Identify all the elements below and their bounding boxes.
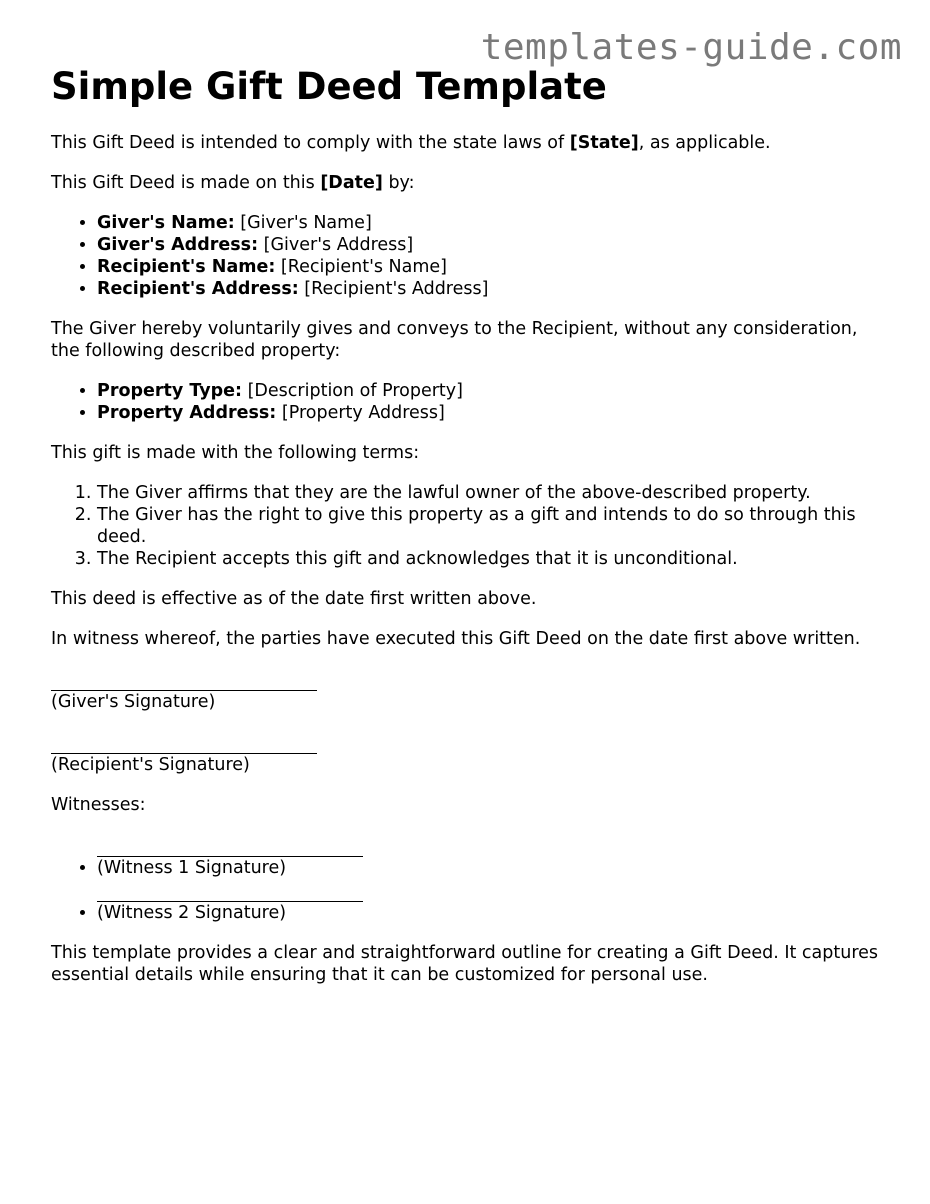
list-item (97, 834, 891, 879)
list-item: 3. The Recipient accepts this gift and acknowledges that it is unconditional. (97, 548, 891, 570)
state-text-prefix: This Gift Deed is intended to comply with the state laws of (51, 133, 570, 153)
recipient-signature-block (51, 731, 891, 776)
watermark: templates-guide.com (480, 27, 902, 68)
list-item (97, 212, 891, 234)
list-item (97, 256, 891, 278)
terms-intro: This gift is made with the following terms: (51, 443, 420, 463)
witness-clause: In witness whereof, the parties have executed this Gift Deed on the date first above written. (51, 629, 861, 649)
field-label: Property Address: (97, 403, 277, 423)
field-label: Recipient's Address: (97, 279, 299, 299)
state-paragraph (51, 132, 891, 154)
field-value: [Description of Property] (242, 381, 463, 401)
state-text-suffix: , as applicable. (638, 133, 771, 153)
field-value: [Giver's Address] (258, 235, 414, 255)
field-label: Giver's Name: (97, 213, 235, 233)
date-text-prefix: This Gift Deed is made on this (51, 173, 321, 193)
state-placeholder: [State] (569, 133, 639, 153)
field-label: Giver's Address: (97, 235, 259, 255)
field-label: Property Type: (97, 381, 243, 401)
recipient-signature-label: (Recipient's Signature) (51, 755, 250, 775)
signature-line[interactable] (97, 834, 363, 857)
list-item: 2. The Giver has the right to give this property as a gift and intends to do so through this deed. (97, 504, 891, 548)
signature-line[interactable] (51, 668, 317, 691)
field-value: [Recipient's Name] (275, 257, 448, 277)
parties-list (51, 212, 891, 300)
date-text-suffix: by: (382, 173, 415, 193)
field-label: Recipient's Name: (97, 257, 276, 277)
field-value: [Property Address] (276, 403, 445, 423)
witnesses-label: Witnesses: (51, 795, 146, 815)
list-item (97, 234, 891, 256)
witnesses-list (51, 834, 891, 924)
date-paragraph (51, 172, 891, 194)
giver-signature-label: (Giver's Signature) (51, 692, 216, 712)
document-body (51, 64, 891, 1004)
list-item (97, 879, 891, 924)
list-item (97, 278, 891, 300)
page-title: Simple Gift Deed Template (51, 65, 607, 108)
effective-paragraph: This deed is effective as of the date first written above. (51, 589, 537, 609)
closing-paragraph: This template provides a clear and straightforward outline for creating a Gift Deed. It captures essential details while ensuring that it can be customized for personal use. (51, 943, 879, 985)
list-item (97, 402, 891, 424)
giver-signature-block (51, 668, 891, 713)
witness-signature-label: • (Witness 1 Signature) (97, 858, 287, 878)
list-item: 1. The Giver affirms that they are the lawful owner of the above-described property. (97, 482, 891, 504)
conveyance-paragraph: The Giver hereby voluntarily gives and conveys to the Recipient, without any consideration, the following described property: (51, 319, 858, 361)
field-value: [Recipient's Address] (298, 279, 489, 299)
witness-signature-label: • (Witness 2 Signature) (97, 903, 287, 923)
field-value: [Giver's Name] (234, 213, 372, 233)
terms-list (51, 482, 891, 570)
property-list (51, 380, 891, 424)
signature-line[interactable] (97, 879, 363, 902)
list-item (97, 380, 891, 402)
signature-line[interactable] (51, 731, 317, 754)
date-placeholder: [Date] (320, 173, 383, 193)
